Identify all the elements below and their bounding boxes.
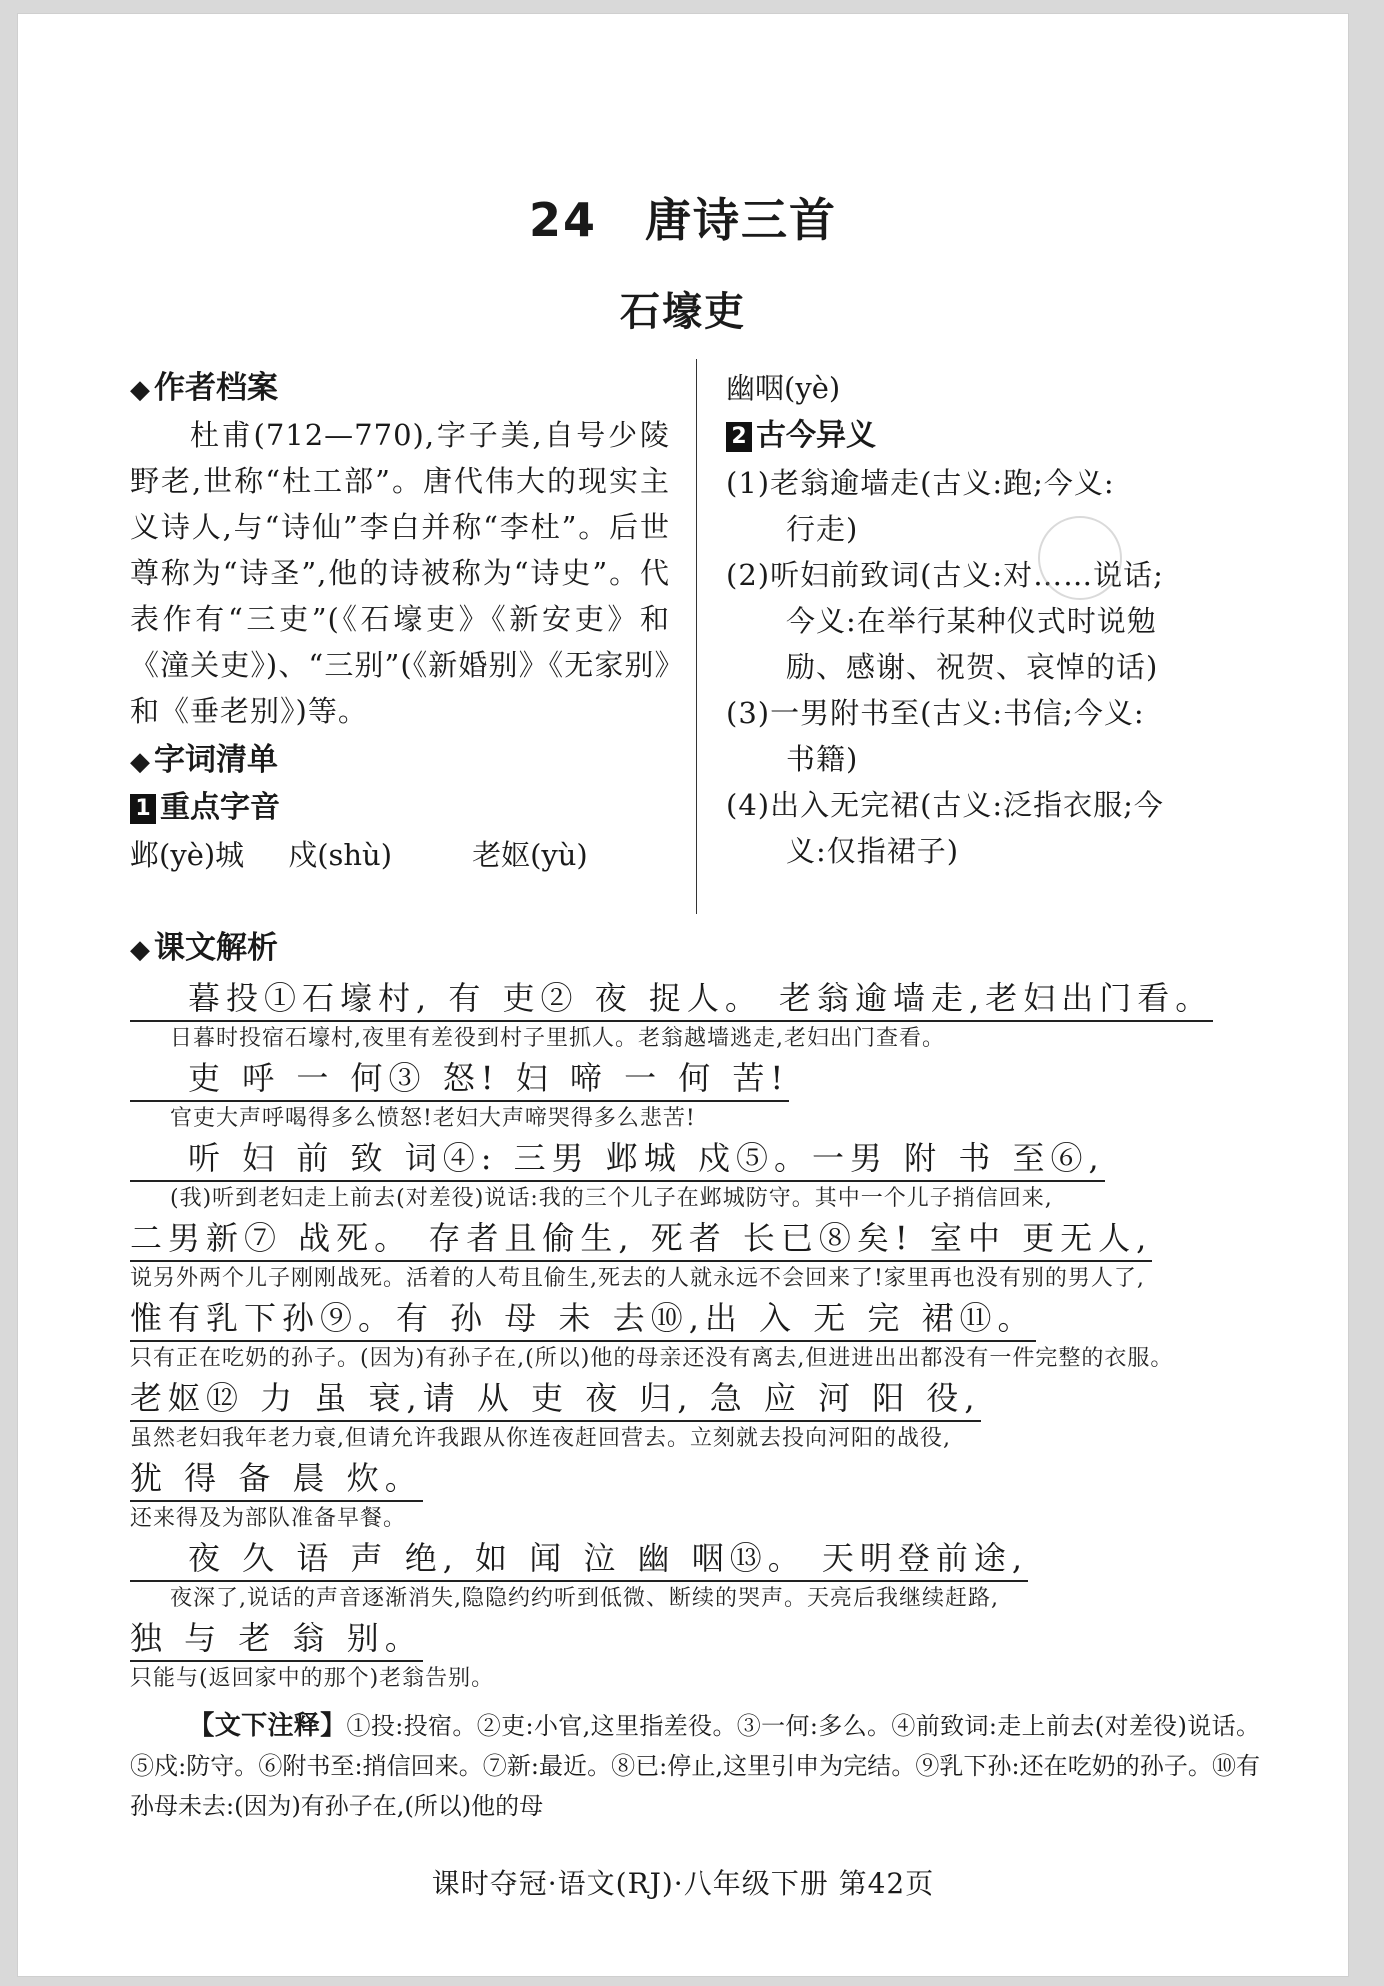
- verse-line: 听 妇 前 致 词④: 三男 邺城 戍⑤。一男 附 书 至⑥, (我)听到老妇走上前去(对差役)说话:我的三个儿子在邺城防守。其中一个儿子捎信回来,: [130, 1136, 1260, 1216]
- verse-line: 老妪⑫ 力 虽 衰,请 从 吏 夜 归, 急 应 河 阳 役, 虽然老妇我年老力衰,但请允许我跟从你连夜赶回营去。立刻就去投向河阳的战役,: [130, 1376, 1260, 1456]
- verse-line: 暮投①石壕村, 有 吏② 夜 捉人。 老翁逾墙走,老妇出门看。 日暮时投宿石壕村,夜里有差役到村子里抓人。老翁越墙逃走,老妇出门查看。: [130, 976, 1260, 1056]
- analysis-heading: ◆ 课文解析: [130, 930, 278, 966]
- lesson-number: 24: [528, 193, 597, 247]
- poem-title: 石壕吏: [620, 289, 746, 335]
- author-text: 杜甫(712—770),字子美,自号少陵野老,世称“杜工部”。唐代伟大的现实主义诗人,与“诗仙”李白并称“李杜”。后世尊称为“诗圣”,他的诗被称为“诗史”。代表作有“三吏”(《石壕吏》《新安吏》和《潼关吏》)、“三别”(《新婚别》《无家别》和《垂老别》)等。: [130, 418, 670, 728]
- verse-line: 惟有乳下孙⑨。有 孙 母 未 去⑩,出 入 无 完 裙⑪。 只有正在吃奶的孙子。(因为)有孙子在,(所以)他的母亲还没有离去,但进进出出都没有一件完整的衣服。: [130, 1296, 1260, 1376]
- meaning-item: (3)一男附书至(古义:书信;今义: 书籍): [726, 696, 1145, 776]
- footnotes-text: ①投:投宿。②吏:小官,这里指差役。③一何:多么。④前致词:走上前去(对差役)说话。⑤戍:防守。⑥附书至:捎信回来。⑦新:最近。⑧已:停止,这里引申为完结。⑨乳下孙:还在吃奶的孙子。⑩有孙母未去:(因为)有孙子在,(所以)他的母: [130, 1712, 1260, 1820]
- badge-1: 1: [130, 794, 156, 824]
- page-footer: 课时夺冠·语文(RJ)·八年级下册 第42页: [431, 1867, 935, 1900]
- pron-item: 老妪(yù): [472, 838, 588, 872]
- diamond-icon: ◆: [130, 375, 150, 405]
- pron-item: 幽咽(yè): [726, 371, 841, 405]
- pron-item: 戍(shù): [288, 838, 393, 872]
- pron-heading: 1 重点字音: [130, 784, 670, 832]
- page: [18, 14, 1348, 1976]
- pron-item: 邺(yè)城: [130, 838, 245, 872]
- verse-line: 犹 得 备 晨 炊。 还来得及为部队准备早餐。: [130, 1456, 1260, 1536]
- diamond-icon: ◆: [130, 935, 150, 965]
- verse-line: 独 与 老 翁 别。 只能与(返回家中的那个)老翁告别。: [130, 1616, 1260, 1696]
- diamond-icon: ◆: [130, 747, 150, 777]
- vocab-heading: ◆ 字词清单: [130, 742, 278, 778]
- meaning-item: (2)听妇前致词(古义:对……说话; 今义:在举行某种仪式时说勉 励、感谢、祝贺、哀悼的话): [726, 558, 1164, 684]
- meaning-heading: 2 古今异义: [726, 412, 1266, 460]
- footnotes: [130, 1706, 1260, 1826]
- footnotes-heading: 【文下注释】: [188, 1711, 347, 1741]
- meaning-item: (4)出入无完裙(古义:泛指衣服;今 义:仅指裙子): [726, 788, 1164, 868]
- meaning-item: (1)老翁逾墙走(古义:跑;今义: 行走): [726, 466, 1115, 546]
- lesson-title: 唐诗三首: [645, 193, 837, 247]
- pron-list: [130, 832, 670, 878]
- left-column: [130, 364, 670, 878]
- author-heading: ◆ 作者档案: [130, 370, 278, 406]
- verse-line: 夜 久 语 声 绝, 如 闻 泣 幽 咽⑬。 天明登前途, 夜深了,说话的声音逐渐消失,隐隐约约听到低微、断续的哭声。天亮后我继续赶路,: [130, 1536, 1260, 1616]
- page-title: [18, 184, 1348, 250]
- verse-line: 吏 呼 一 何③ 怒! 妇 啼 一 何 苦! 官吏大声呼喝得多么愤怒!老妇大声啼哭得多么悲苦!: [130, 1056, 1260, 1136]
- verse-line: 二男新⑦ 战死。 存者且偷生, 死者 长已⑧矣! 室中 更无人, 说另外两个儿子刚刚战死。活着的人苟且偷生,死去的人就永远不会回来了!家里再也没有别的男人了,: [130, 1216, 1260, 1296]
- right-column: [726, 364, 1266, 874]
- badge-2: 2: [726, 422, 752, 452]
- column-divider: [696, 359, 697, 914]
- stamp-icon: [1038, 516, 1122, 600]
